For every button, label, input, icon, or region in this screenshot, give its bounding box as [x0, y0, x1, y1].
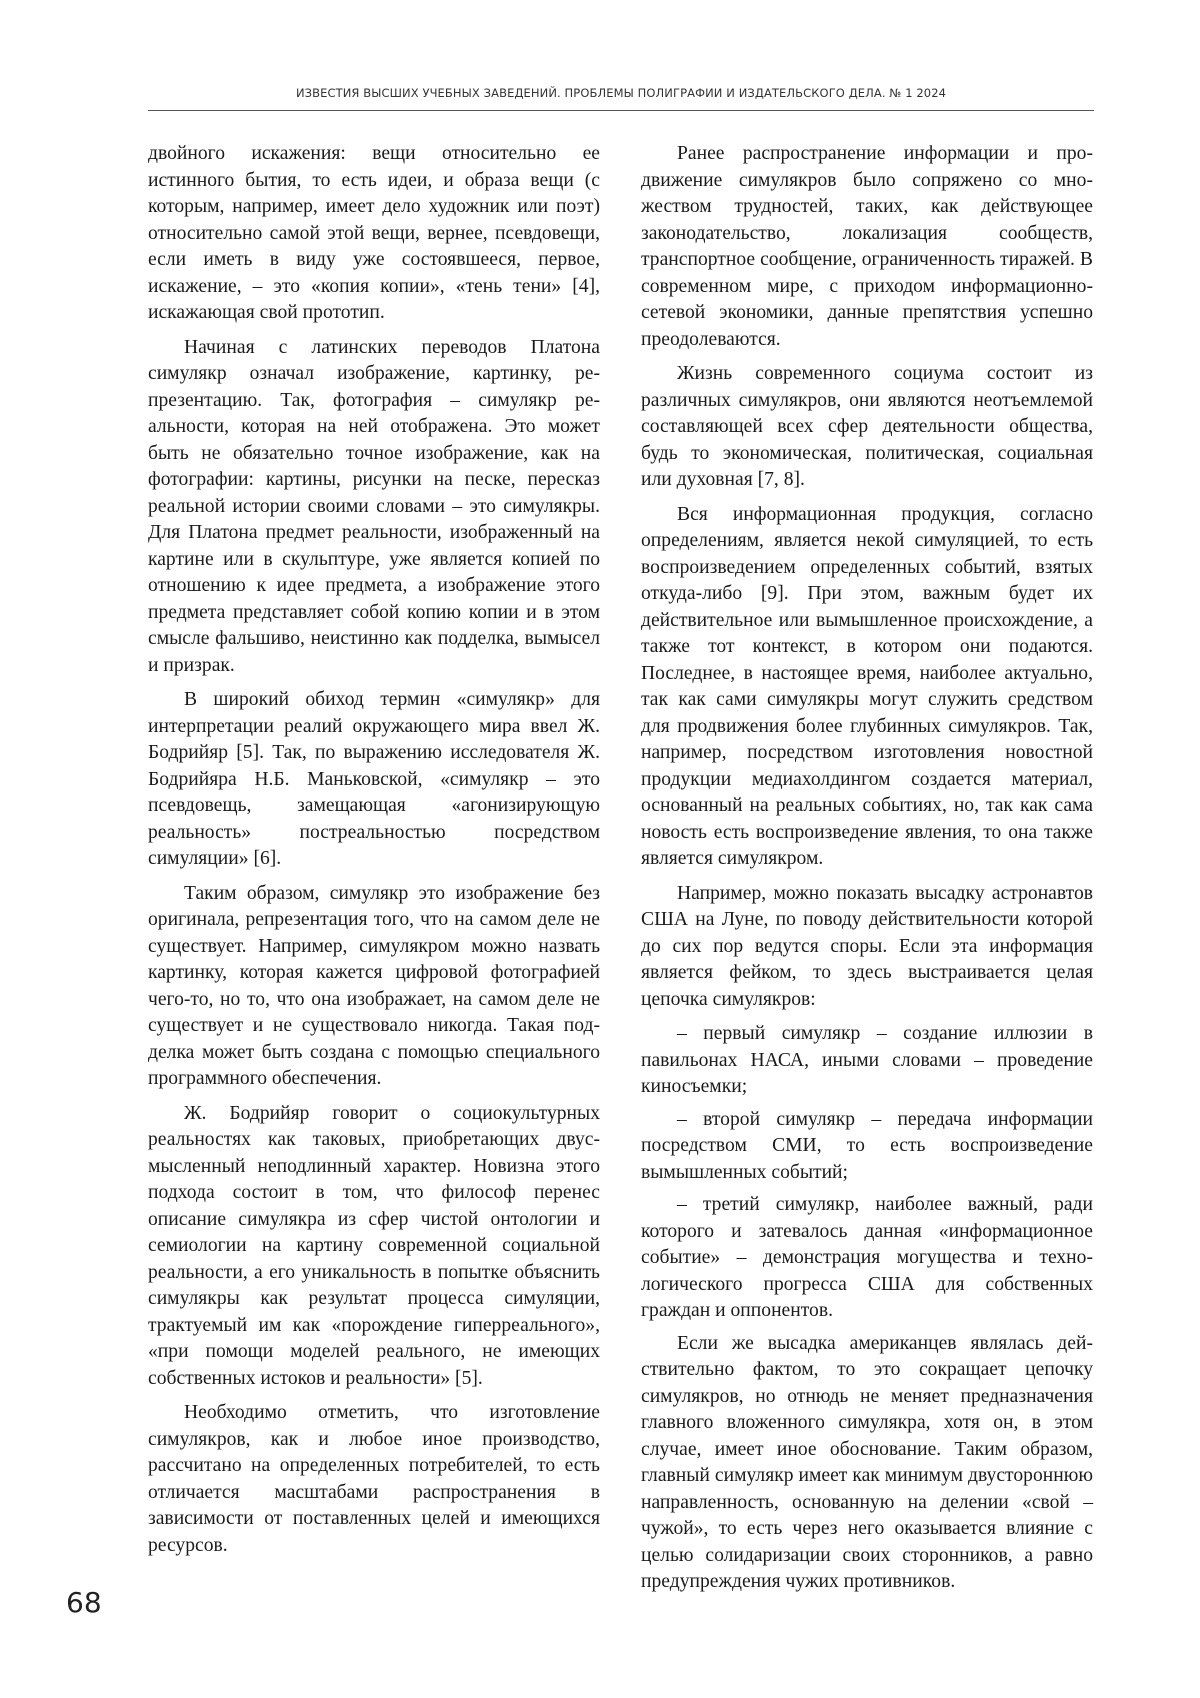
- running-head: ИЗВЕСТИЯ ВЫСШИХ УЧЕБНЫХ ЗАВЕДЕНИЙ. ПРОБЛЕМЫ ПОЛИГРАФИИ И ИЗДАТЕЛЬСКОГО ДЕЛА. № 1 2024: [295, 86, 947, 100]
- list-item: – первый симулякр – создание иллюзии в павильонах НАСА, иными словами – проведение киносъемки;: [641, 1023, 1093, 1097]
- list-item: – третий симулякр, наиболее важный, ради которого и затевалось данная «информационное событие» – демонстрация могущества и технологического прогресса США для собственных граждан и оппонентов.: [641, 1194, 1093, 1321]
- paragraph: Таким образом, симулякр это изображение без оригинала, репрезентация того, что на самом деле не существует. Например, симулякром можно назвать картинку, которая кажется цифровой фотографией чего-то, но то, что она изображает, на самом деле не существует и не существовало никогда. Такая подделка может быть создана с помощью специального программного обеспечения.: [148, 882, 600, 1089]
- paragraph: двойного искажения: вещи относительно ее истинного бытия, то есть идеи, и образа вещи (с которым, например, имеет дело художник или поэт) относительно самой этой вещи, вернее, псевдовещи, если иметь в виду уже состоявшееся, первое, искажение, – это «копия копии», «тень тени» [4], искажающая свой прототип.: [148, 143, 600, 323]
- right-column: [641, 141, 1093, 1604]
- list-item: – второй симулякр – передача информации посредством СМИ, то есть воспроизведение вымышленных событий;: [641, 1108, 1093, 1183]
- paragraph: Жизнь современного социума состоит из различных симулякров, они являются неотъемлемой составляющей всех сфер деятельности общества, будь то экономическая, политическая, социальная или духовная [7, 8].: [641, 363, 1093, 490]
- page-number: 68: [66, 1586, 102, 1619]
- paragraph: Если же высадка американцев являлась действительно фактом, то это сокращает цепочку симулякров, но отнюдь не меняет предназначения главного вложенного симулякра, хотя он, в этом случае, имеет иное обоснование. Таким образом, главный симулякр имеет как минимум двустороннюю направленность, основанную на делении «свой – чужой», то есть через него оказывается влияние с целью солидаризации своих сторонников, а равно предупреждения чужих противников.: [641, 1332, 1093, 1592]
- header-rule: [148, 110, 1094, 111]
- paragraph: Например, можно показать высадку астронавтов США на Луне, по поводу действительности которой до сих пор ведутся споры. Если эта информация является фейком, то здесь выстраивается целая цепочка симулякров:: [641, 882, 1093, 1010]
- paragraph: Ранее распространение информации и продвижение симулякров было сопряжено со множеством трудностей, таких, как действующее законодательство, локализация сообществ, транспортное сообщение, ограниченность тиражей. В современном мире, с приходом информационно-сетевой экономики, данные препятствия успешно преодолеваются.: [641, 143, 1093, 350]
- paragraph: Необходимо отметить, что изготовление симулякров, как и любое иное производство, рассчитано на определенных потребителей, то есть отличается масштабами распространения в зависимости от поставленных целей и имеющихся ресурсов.: [148, 1402, 600, 1556]
- paragraph: Начиная с латинских переводов Платона симулякр означал изображение, картинку, репрезентацию. Так, фотография – симулякр реальности, которая на ней отображена. Это может быть не обязательно точное изображение, как на фотографии: картины, рисунки на песке, пересказ реальной истории своими словами – это симулякры. Для Платона предмет реальности, изображенный на картине или в скульптуре, уже является копией по отношению к идее предмета, а изображение этого предмета представляет собой копию копии и в этом смысле фальшиво, неистинно как подделка, вымысел и призрак.: [148, 336, 600, 676]
- paragraph: В широкий обиход термин «симулякр» для интерпретации реалий окружающего мира ввел Ж. Бодрийяр [5]. Так, по выражению исследователя Ж. Бодрийяра Н.Б. Маньковской, «симулякр – это псевдовещь, замещающая «агонизирующую реальность» постреальностью посредством симуляции» [6].: [148, 689, 600, 869]
- paragraph: Вся информационная продукция, согласно определениям, является некой симуляцией, то есть воспроизведением определенных событий, взятых откуда-либо [9]. При этом, важным будет их действительное или вымышленное происхождение, а также тот контекст, в котором они подаются. Последнее, в настоящее время, наиболее актуально, так как сами симулякры могут служить средством для продвижения более глубинных симулякров. Так, например, посредством изготовления новостной продукции медиахолдингом создается материал, основанный на реальных событиях, но, так как сама новость есть воспроизведение явления, то она также является симулякром.: [641, 503, 1093, 869]
- left-column: [148, 141, 600, 1567]
- paragraph: Ж. Бодрийяр говорит о социокультурных реальностях как таковых, приобретающих двусмысленный неподлинный характер. Новизна этого подхода состоит в том, что философ перенес описание симулякра из сфер чистой онтологии и семиологии на картину современной социальной реальности, а его уникальность в попытке объяснить симулякры как результат процесса симуляции, трактуемый им как «порождение гиперреального», «при помощи моделей реального, не имеющих собственных истоков и реальности» [5].: [148, 1102, 600, 1389]
